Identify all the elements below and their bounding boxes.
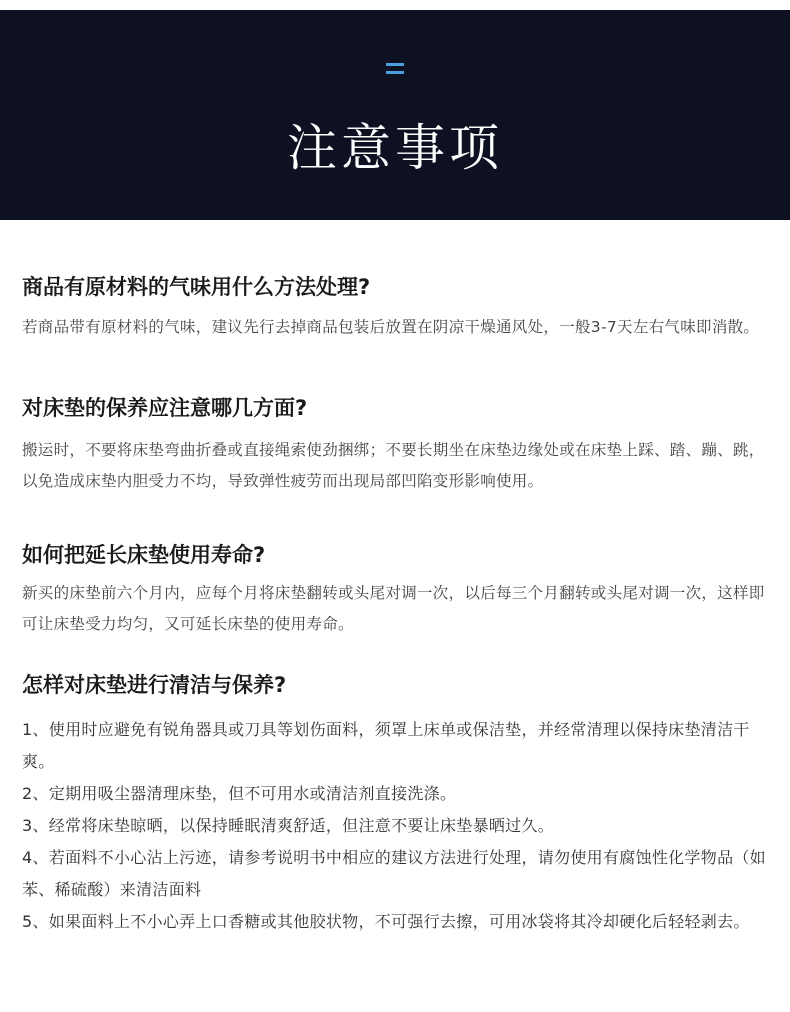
faq-section-odor (22, 272, 772, 343)
page-title: 注意事项 (287, 119, 503, 177)
list-item: 4、若面料不小心沾上污迹，请参考说明书中相应的建议方法进行处理，请勿使用有腐蚀性化学物品（如苯、稀硫酸）来清洁面料 (22, 848, 766, 899)
list-item: 5、如果面料上不小心弄上口香糖或其他胶状物，不可强行去擦，可用冰袋将其冷却硬化后轻轻剥去。 (22, 912, 750, 931)
faq-question: 对床垫的保养应注意哪几方面? (22, 396, 308, 420)
header-banner (0, 10, 790, 220)
faq-question: 如何把延长床垫使用寿命? (22, 543, 266, 567)
faq-answer: 搬运时，不要将床垫弯曲折叠或直接绳索使劲捆绑；不要长期坐在床垫边缘处或在床垫上踩、踏、蹦、跳，以免造成床垫内胆受力不均，导致弹性疲劳而出现局部凹陷变形影响使用。 (22, 441, 765, 490)
faq-section-maintenance (22, 393, 772, 497)
faq-section-lifespan (22, 540, 772, 640)
faq-answer: 新买的床垫前六个月内，应每个月将床垫翻转或头尾对调一次，以后每三个月翻转或头尾对调一次，这样即可让床垫受力均匀，又可延长床垫的使用寿命。 (22, 584, 765, 633)
faq-question: 商品有原材料的气味用什么方法处理? (22, 275, 371, 299)
list-item: 3、经常将床垫晾晒，以保持睡眠清爽舒适，但注意不要让床垫暴晒过久。 (22, 816, 555, 835)
list-item: 1、使用时应避免有锐角器具或刀具等划伤面料，须罩上床单或保洁垫，并经常清理以保持床垫清洁干爽。 (22, 720, 750, 771)
faq-question: 怎样对床垫进行清洁与保养? (22, 673, 287, 697)
list-item: 2、定期用吸尘器清理床垫，但不可用水或清洁剂直接洗涤。 (22, 784, 457, 803)
faq-section-cleaning (22, 670, 772, 938)
cleaning-list (22, 714, 772, 938)
faq-answer: 若商品带有原材料的气味，建议先行去掉商品包装后放置在阴凉干燥通风处，一般3-7天左右气味即消散。 (22, 318, 760, 336)
equals-mark-icon (386, 63, 404, 77)
